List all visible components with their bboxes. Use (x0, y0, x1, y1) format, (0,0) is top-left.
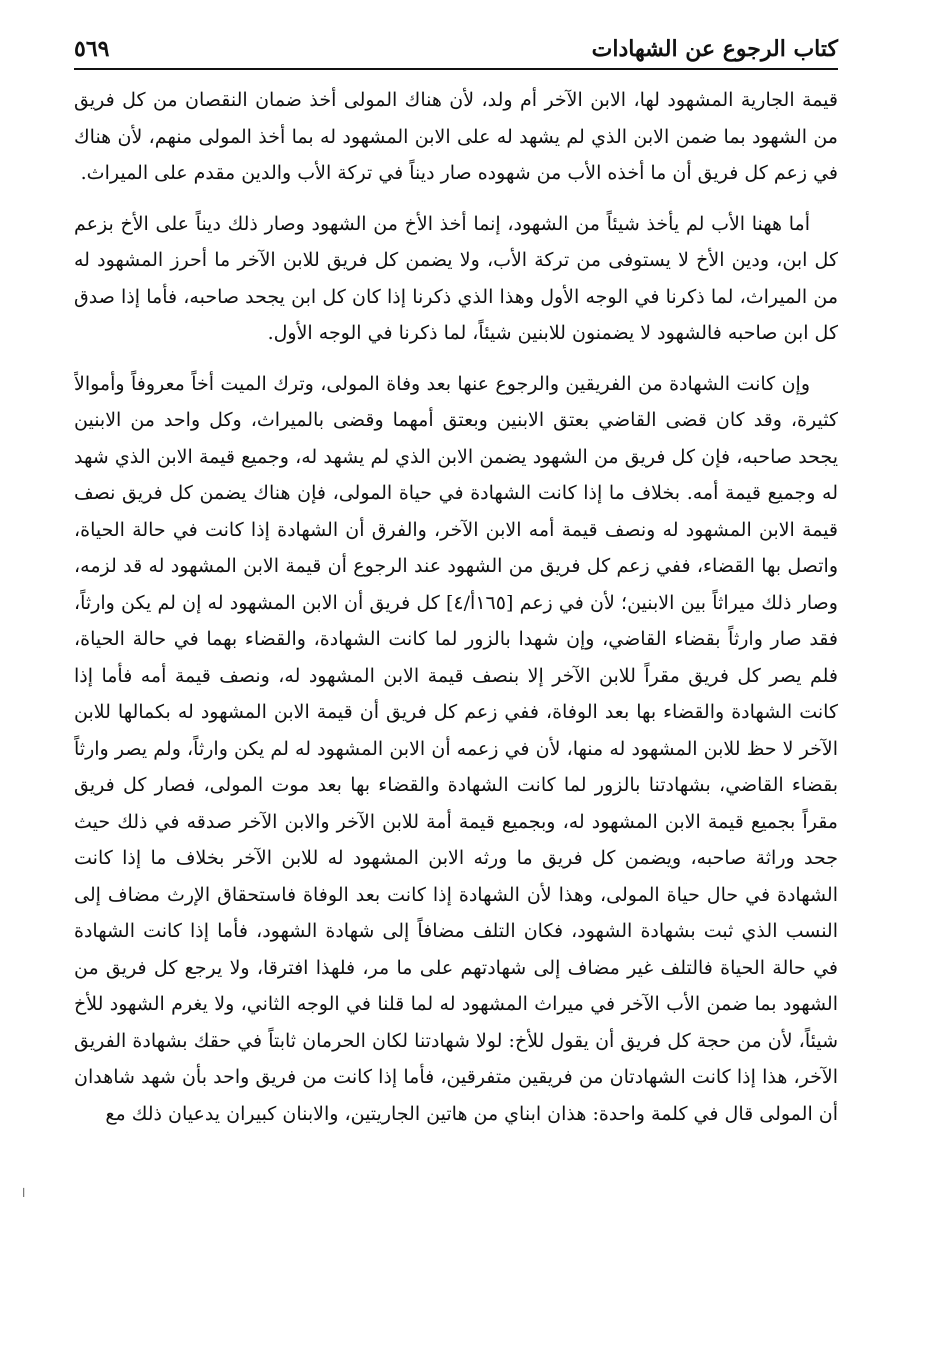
page-header (74, 28, 838, 68)
paragraph-2: أما ههنا الأب لم يأخذ شيئاً من الشهود، إنما أخذ الأخ من الشهود وصار ذلك ديناً على الأخ بزعم كل ابن، ودين الأخ لا يستوفى من تركة الأب، ولا يضمن كل فريق للابن الآخر ما أحرز المشهود له من الميراث، لما ذكرنا في الوجه الأول وهذا الذي ذكرنا إذا كان كل ابن يجحد صاحبه، فأما إذا صدق كل ابن صاحبه فالشهود لا يضمنون للابنين شيئاً، لما ذكرنا في الوجه الأول. (74, 212, 838, 344)
page-number: ٥٦٩ (74, 36, 110, 62)
paragraph-3: وإن كانت الشهادة من الفريقين والرجوع عنها بعد وفاة المولى، وترك الميت أخاً معروفاً وأموالاً كثيرة، وقد كان قضى القاضي بعتق الابنين وبعتق أمهما وقضى بالميراث، وكل واحد من الابنين يجحد صاحبه، فإن كل فريق من الشهود يضمن الابن الذي لم يشهد له، وجميع قيمة الابن الذي شهد له وجميع قيمة أمه. بخلاف ما إذا كانت الشهادة في حياة المولى، فإن هناك يضمن كل فريق نصف قيمة الابن المشهود له ونصف قيمة أمه الابن الآخر، والفرق أن الشهادة إذا كانت في حالة الحياة، واتصل بها القضاء، ففي زعم كل فريق من الشهود عند الرجوع أن قيمة الابن المشهود له قد لزمه، وصار ذلك ميراثاً بين الابنين؛ لأن في زعم [١٦٥أ/٤] كل فريق أن الابن المشهود له إن لم يكن وارثاً، فقد صار وارثاً بقضاء القاضي، وإن شهدا بالزور لما كانت الشهادة، والقضاء بهما في حالة الحياة، فلم يصر كل فريق مقراً للابن الآخر إلا بنصف قيمة الابن المشهود له، ونصف قيمة أمه فأما إذا كانت الشهادة والقضاء بها بعد الوفاة، ففي زعم كل فريق أن قيمة الابن المشهود له بكمالها للابن الآخر لا حظ للابن المشهود له منها، لأن في زعمه أن الابن المشهود له لم يكن وارثاً، ولم يصر وارثاً بقضاء القاضي، بشهادتنا بالزور لما كانت الشهادة والقضاء بها بعد موت المولى، فصار كل فريق مقراً بجميع قيمة الابن المشهود له، وبجميع قيمة أمة للابن الآخر والابن الآخر صدقه في ذلك حيث جحد وراثة صاحبه، ويضمن كل فريق ما ورثه الابن المشهود له للابن الآخر بخلاف ما إذا كانت الشهادة في حال حياة المولى، وهذا لأن الشهادة إذا كانت بعد الوفاة فاستحقاق الإرث مضاف إلى النسب الذي ثبت بشهادة الشهود، فكان التلف مضافاً إلى شهادة الشهود، فأما إذا كانت الشهادة في حالة الحياة فالتلف غير مضاف إلى شهادتهم على ما مر، فلهذا افترقا، ولا يرجع كل فريق من الشهود بما ضمن الأب الآخر في ميراث المشهود له لما قلنا في الوجه الثاني، ولا يغرم الشهود للأخ شيئاً، لأن من حجة كل فريق أن يقول للأخ: لولا شهادتنا لكان الحرمان ثابتاً في حقك بشهادة الفريق الآخر، هذا إذا كانت الشهادتان من فريقين متفرقين، فأما إذا كانت من فريق واحد بأن شهد شاهدان أن المولى قال في كلمة واحدة: هذان ابناي من هاتين الجاريتين، والابنان كبيران يدعيان ذلك مع (74, 372, 838, 1125)
header-divider (74, 68, 838, 70)
paragraph-1: قيمة الجارية المشهود لها، الابن الآخر أم ولد، لأن هناك المولى أخذ ضمان النقصان من كل فريق من الشهود بما ضمن الابن الذي لم يشهد له على الابن المشهود له بما أخذ المولى منهم، لأن هناك في زعم كل فريق أن ما أخذه الأب من شهوده صار ديناً في تركة الأب والدين مقدم على الميراث. (74, 89, 838, 184)
main-text-block (74, 82, 838, 1322)
running-title: كتاب الرجوع عن الشهادات (591, 36, 838, 62)
margin-mark: ا (22, 1186, 26, 1200)
